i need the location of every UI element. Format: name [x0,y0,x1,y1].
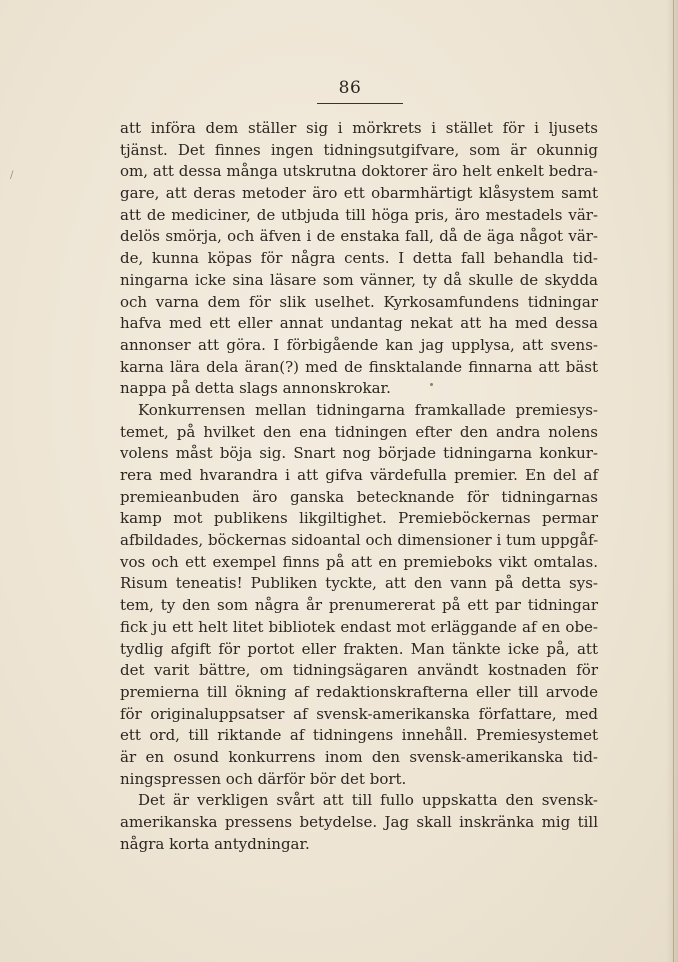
text-line: om, att dessa många utskrutna doktorer äro helt enkelt bedra- [120,162,598,181]
text-line: tjänst. Det finnes ingen tidningsutgifvare, som är okunnig [120,140,598,159]
page-edge [666,0,678,962]
text-line: vos och ett exempel finns på att en premieboks vikt omtalas. [120,552,598,571]
text-line: och varna dem för slik uselhet. Kyrkosamfundens tidningar [120,292,598,311]
text-line: Risum teneatis! Publiken tyckte, att den vann på detta sys- [120,574,598,593]
text-line: Konkurrensen mellan tidningarna framkallade premiesys- [138,400,598,419]
text-line: temet, på hvilket den ena tidningen efter den andra nolens [120,422,598,441]
text-line: att införa dem ställer sig i mörkrets i stället för i ljusets [120,119,598,137]
header-rule [317,103,403,104]
text-line: amerikanska pressens betydelse. Jag skall inskränka mig till [120,813,598,831]
text-line: är en osund konkurrens inom den svensk-amerikanska tid- [120,747,598,766]
text-line: för originaluppsatser af svensk-amerikanska författare, med [120,704,598,723]
text-line: att de mediciner, de utbjuda till höga pris, äro mestadels vär- [120,205,598,224]
text-line: de, kunna köpas för några cents. I detta fall behandla tid- [120,249,598,268]
text-line: volens måst böja sig. Snart nog började tidningarna konkur- [120,444,598,463]
text-line: tydlig afgift för portot eller frakten. Man tänkte icke på, att [120,639,598,658]
page-number: 86 [338,78,362,98]
text-line: hafva med ett eller annat undantag nekat att ha med dessa [120,314,598,333]
text-line: det varit bättre, om tidningsägaren användt kostnaden för [120,661,598,680]
text-line: fick ju ett helt litet bibliotek endast mot erläggande af en obe- [120,617,598,636]
text-line: ningarna icke sina läsare som vänner, ty då skulle de skydda [120,270,598,289]
text-line: afbildades, böckernas sidoantal och dimensioner i tum uppgåf- [120,531,599,550]
page-edge-line [673,0,674,962]
text-line: premieanbuden äro ganska betecknande för tidningarnas [120,487,598,506]
text-line: nappa på detta slags annonskrokar. [120,379,391,398]
margin-mark: / [10,170,14,181]
text-line: kamp mot publikens likgiltighet. Premieböckernas permar [120,509,598,528]
text-line: tem, ty den som några år prenumererat på ett par tidningar [120,596,598,615]
text-line: ningspressen och därför bör det bort. [120,769,407,788]
text-line: ett ord, till riktande af tidningens innehåll. Premiesystemet [120,726,598,745]
text-line: delös smörja, och äfven i de enstaka fall, då de äga något vär- [120,227,598,246]
body-text [120,118,598,855]
text-line: Det är verkligen svårt att till fullo uppskatta den svensk- [138,791,598,810]
text-line: gare, att deras metoder äro ett obarmhärtigt klåsystem samt [120,184,598,203]
text-line: några korta antydningar. [120,834,310,853]
text-line: annonser att göra. I förbigående kan jag upplysa, att svens- [120,335,598,354]
text-line: rera med hvarandra i att gifva värdefulla premier. En del af [120,466,598,484]
text-line: karna lära dela äran(?) med de finsktalande finnarna att bäst [120,357,598,376]
text-line: premierna till ökning af redaktionskrafterna eller till arvode [120,682,598,701]
